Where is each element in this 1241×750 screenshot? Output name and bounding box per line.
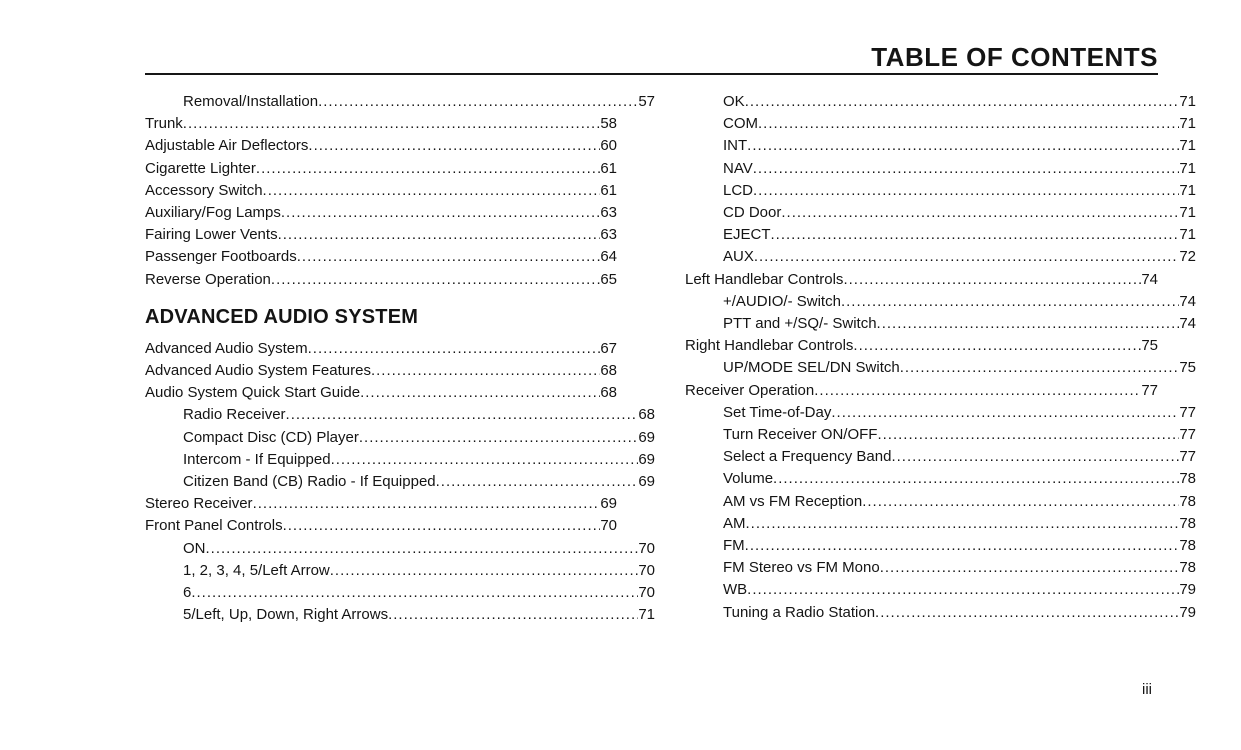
- toc-entry-page: 57: [638, 93, 655, 110]
- toc-entry-label: Audio System Quick Start Guide: [145, 384, 361, 402]
- toc-entry: [685, 269, 1158, 291]
- toc-leader-dots: [771, 224, 1180, 246]
- toc-entry-page: 68: [600, 384, 617, 402]
- toc-leader-dots: [331, 449, 639, 471]
- toc-entry-page: 61: [600, 181, 617, 199]
- toc-leader-dots: [877, 313, 1180, 335]
- toc-entry: [145, 360, 617, 382]
- toc-leader-dots: [853, 335, 1141, 357]
- toc-entry-page: 74: [1179, 292, 1196, 310]
- toc-leader-dots: [263, 180, 601, 202]
- toc-leader-dots: [256, 158, 600, 180]
- toc-entry-page: 77: [1179, 426, 1196, 444]
- toc-entry-page: 75: [1141, 337, 1158, 355]
- toc-entry-page: 78: [1179, 559, 1196, 577]
- toc-entry-label: Passenger Footboards: [145, 248, 297, 266]
- toc-leader-dots: [746, 513, 1180, 535]
- toc-entry-page: 75: [1179, 359, 1196, 377]
- toc-entry-page: 71: [1179, 93, 1196, 110]
- toc-leader-dots: [862, 491, 1179, 513]
- toc-leader-dots: [286, 404, 639, 426]
- header-rule: [145, 73, 1158, 75]
- toc-entry: [145, 538, 655, 560]
- toc-leader-dots: [877, 424, 1179, 446]
- toc-entry-label: 1, 2, 3, 4, 5/Left Arrow: [183, 561, 330, 579]
- toc-entry: [685, 557, 1196, 579]
- toc-leader-dots: [278, 224, 601, 246]
- toc-leader-dots: [814, 380, 1141, 402]
- toc-entry: [685, 424, 1196, 446]
- toc-entry: [145, 560, 655, 582]
- toc-entry-label: Select a Frequency Band: [723, 448, 892, 466]
- toc-entry-page: 68: [638, 406, 655, 424]
- toc-entry: [145, 338, 617, 360]
- toc-entry: [145, 515, 617, 537]
- toc-leader-dots: [281, 202, 600, 224]
- toc-entry: [685, 291, 1196, 313]
- toc-entry-label: Advanced Audio System: [145, 339, 308, 357]
- toc-entry-label: Receiver Operation: [685, 381, 815, 399]
- toc-leader-dots: [283, 515, 601, 537]
- toc-entry-label: ON: [183, 539, 206, 557]
- toc-entry-label: AM: [723, 514, 746, 532]
- toc-entry-page: 78: [1179, 492, 1196, 510]
- toc-column-left: [145, 91, 655, 626]
- toc-leader-dots: [843, 269, 1141, 291]
- toc-leader-dots: [308, 135, 600, 157]
- toc-entry-label: WB: [723, 581, 748, 599]
- toc-entry: [145, 202, 617, 224]
- toc-leader-dots: [253, 493, 601, 515]
- toc-entry: [685, 335, 1158, 357]
- toc-entry: [685, 246, 1196, 268]
- toc-entry-label: OK: [723, 93, 745, 110]
- toc-entry-label: Fairing Lower Vents: [145, 226, 278, 244]
- toc-entry-label: Right Handlebar Controls: [685, 337, 854, 355]
- toc-leader-dots: [371, 360, 600, 382]
- toc-entry: [685, 402, 1196, 424]
- toc-entry: [145, 493, 617, 515]
- toc-entry-label: Advanced Audio System Features: [145, 362, 371, 380]
- toc-leader-dots: [360, 382, 600, 404]
- toc-entry-page: 58: [600, 115, 617, 133]
- toc-entry-page: 72: [1179, 248, 1196, 266]
- toc-entry-page: 67: [600, 339, 617, 357]
- toc-leader-dots: [891, 446, 1179, 468]
- toc-entry: [685, 135, 1196, 157]
- toc-leader-dots: [359, 427, 638, 449]
- toc-leader-dots: [781, 202, 1179, 224]
- toc-entry: [685, 158, 1196, 180]
- toc-entry-label: Accessory Switch: [145, 181, 263, 199]
- toc-entry: [145, 427, 655, 449]
- toc-entry: [685, 91, 1196, 113]
- toc-entry: [685, 380, 1158, 402]
- toc-entry-page: 79: [1179, 603, 1196, 621]
- toc-entry-label: AM vs FM Reception: [723, 492, 863, 510]
- toc-leader-dots: [773, 468, 1179, 490]
- toc-leader-dots: [875, 602, 1179, 624]
- toc-entry-page: 78: [1179, 537, 1196, 555]
- toc-entry-page: 70: [638, 584, 655, 602]
- toc-entry-page: 77: [1179, 403, 1196, 421]
- toc-entry-page: 74: [1141, 270, 1158, 288]
- toc-leader-dots: [747, 135, 1179, 157]
- toc-entry-page: 77: [1141, 381, 1158, 399]
- toc-entry: [685, 579, 1196, 601]
- toc-entry-page: 78: [1179, 514, 1196, 532]
- toc-entry: [145, 404, 655, 426]
- toc-entry-page: 79: [1179, 581, 1196, 599]
- toc-entry: [145, 269, 617, 291]
- toc-entry-label: Auxiliary/Fog Lamps: [145, 204, 281, 222]
- toc-entry: [685, 535, 1196, 557]
- toc-leader-dots: [436, 471, 639, 493]
- toc-leader-dots: [900, 357, 1180, 379]
- toc-entry: [145, 113, 617, 135]
- toc-entry: [145, 471, 655, 493]
- toc-leader-dots: [183, 113, 601, 135]
- toc-entry-label: COM: [723, 115, 758, 133]
- toc-entry: [685, 357, 1196, 379]
- toc-leader-dots: [745, 91, 1180, 113]
- toc-leader-dots: [753, 180, 1179, 202]
- toc-entry-page: 74: [1179, 315, 1196, 333]
- toc-entry: [145, 582, 655, 604]
- toc-entry-page: 64: [600, 248, 617, 266]
- toc-entry-page: 77: [1179, 448, 1196, 466]
- toc-leader-dots: [191, 582, 638, 604]
- toc-leader-dots: [318, 91, 638, 113]
- toc-entry: [685, 313, 1196, 335]
- toc-entry-label: LCD: [723, 181, 754, 199]
- toc-entry-page: 69: [638, 473, 655, 491]
- toc-entry-label: Reverse Operation: [145, 270, 271, 288]
- toc-entry: [145, 158, 617, 180]
- toc-entry-page: 68: [600, 362, 617, 380]
- toc-leader-dots: [754, 246, 1179, 268]
- toc-entry: [685, 180, 1196, 202]
- toc-entry-label: Stereo Receiver: [145, 495, 253, 513]
- page-number: iii: [1142, 681, 1152, 698]
- toc-entry: [685, 602, 1196, 624]
- toc-entry-label: 5/Left, Up, Down, Right Arrows: [183, 606, 389, 624]
- toc-entry-page: 65: [600, 270, 617, 288]
- toc-leader-dots: [747, 579, 1179, 601]
- toc-entry: [145, 382, 617, 404]
- toc-entry-page: 71: [1179, 226, 1196, 244]
- toc-entry: [145, 224, 617, 246]
- toc-entry-label: +/AUDIO/- Switch: [723, 292, 841, 310]
- toc-leader-dots: [758, 113, 1179, 135]
- toc-entry-label: Radio Receiver: [183, 406, 286, 424]
- toc-entry-page: 69: [600, 495, 617, 513]
- toc-entry-label: AUX: [723, 248, 754, 266]
- toc-entry-label: Adjustable Air Deflectors: [145, 137, 309, 155]
- toc-entry-page: 71: [1179, 204, 1196, 222]
- toc-entry: [685, 113, 1196, 135]
- toc-entry-label: Trunk: [145, 115, 183, 133]
- toc-entry: [145, 91, 655, 113]
- section-heading: ADVANCED AUDIO SYSTEM: [145, 305, 419, 328]
- toc-entry-page: 71: [638, 606, 655, 624]
- toc-entry-page: 71: [1179, 115, 1196, 133]
- toc-entry-page: 78: [1179, 470, 1196, 488]
- toc-entry-label: Compact Disc (CD) Player: [183, 428, 359, 446]
- toc-entry-label: Front Panel Controls: [145, 517, 283, 535]
- toc-leader-dots: [841, 291, 1179, 313]
- toc-entry-label: Citizen Band (CB) Radio - If Equipped: [183, 473, 436, 491]
- toc-entry-page: 71: [1179, 137, 1196, 155]
- page-title: TABLE OF CONTENTS: [871, 42, 1158, 72]
- toc-leader-dots: [271, 269, 600, 291]
- toc-entry: [145, 180, 617, 202]
- toc-entry: [145, 604, 655, 626]
- toc-leader-dots: [297, 246, 601, 268]
- toc-entry-label: Left Handlebar Controls: [685, 270, 844, 288]
- toc-entry-page: 60: [600, 137, 617, 155]
- toc-entry-label: Tuning a Radio Station: [723, 603, 876, 621]
- toc-entry-label: NAV: [723, 159, 753, 177]
- toc-entry-page: 70: [638, 539, 655, 557]
- toc-entry-label: FM Stereo vs FM Mono: [723, 559, 880, 577]
- toc-entry-label: Cigarette Lighter: [145, 159, 256, 177]
- toc-entry: [685, 513, 1196, 535]
- toc-leader-dots: [330, 560, 639, 582]
- toc-entry-label: INT: [723, 137, 748, 155]
- toc-leader-dots: [206, 538, 639, 560]
- toc-entry-label: Volume: [723, 470, 774, 488]
- toc-entry-page: 61: [600, 159, 617, 177]
- toc-entry: [145, 246, 617, 268]
- toc-entry-label: CD Door: [723, 204, 782, 222]
- toc-entry-label: FM: [723, 537, 745, 555]
- toc-column-right: [685, 91, 1196, 624]
- toc-entry-page: 63: [600, 226, 617, 244]
- toc-entry-label: EJECT: [723, 226, 771, 244]
- toc-entry-page: 71: [1179, 159, 1196, 177]
- toc-entry: [145, 135, 617, 157]
- toc-leader-dots: [308, 338, 601, 360]
- toc-entry-label: PTT and +/SQ/- Switch: [723, 315, 877, 333]
- toc-entry-page: 70: [600, 517, 617, 535]
- toc-leader-dots: [388, 604, 638, 626]
- toc-entry-label: Removal/Installation: [183, 93, 319, 110]
- toc-leader-dots: [753, 158, 1180, 180]
- toc-leader-dots: [880, 557, 1180, 579]
- toc-leader-dots: [831, 402, 1179, 424]
- toc-entry-label: Intercom - If Equipped: [183, 450, 331, 468]
- toc-entry-label: Set Time-of-Day: [723, 403, 832, 421]
- toc-entry-label: UP/MODE SEL/DN Switch: [723, 359, 900, 377]
- toc-entry: [685, 202, 1196, 224]
- toc-entry: [685, 224, 1196, 246]
- toc-entry-page: 71: [1179, 181, 1196, 199]
- toc-entry: [685, 446, 1196, 468]
- toc-entry-label: Turn Receiver ON/OFF: [723, 426, 878, 444]
- toc-entry-label: 6: [183, 584, 192, 602]
- toc-entry-page: 70: [638, 561, 655, 579]
- toc-leader-dots: [745, 535, 1180, 557]
- toc-entry: [685, 468, 1196, 490]
- toc-entry-page: 69: [638, 450, 655, 468]
- toc-entry: [145, 449, 655, 471]
- toc-entry-page: 63: [600, 204, 617, 222]
- toc-entry-page: 69: [638, 428, 655, 446]
- toc-entry: [685, 491, 1196, 513]
